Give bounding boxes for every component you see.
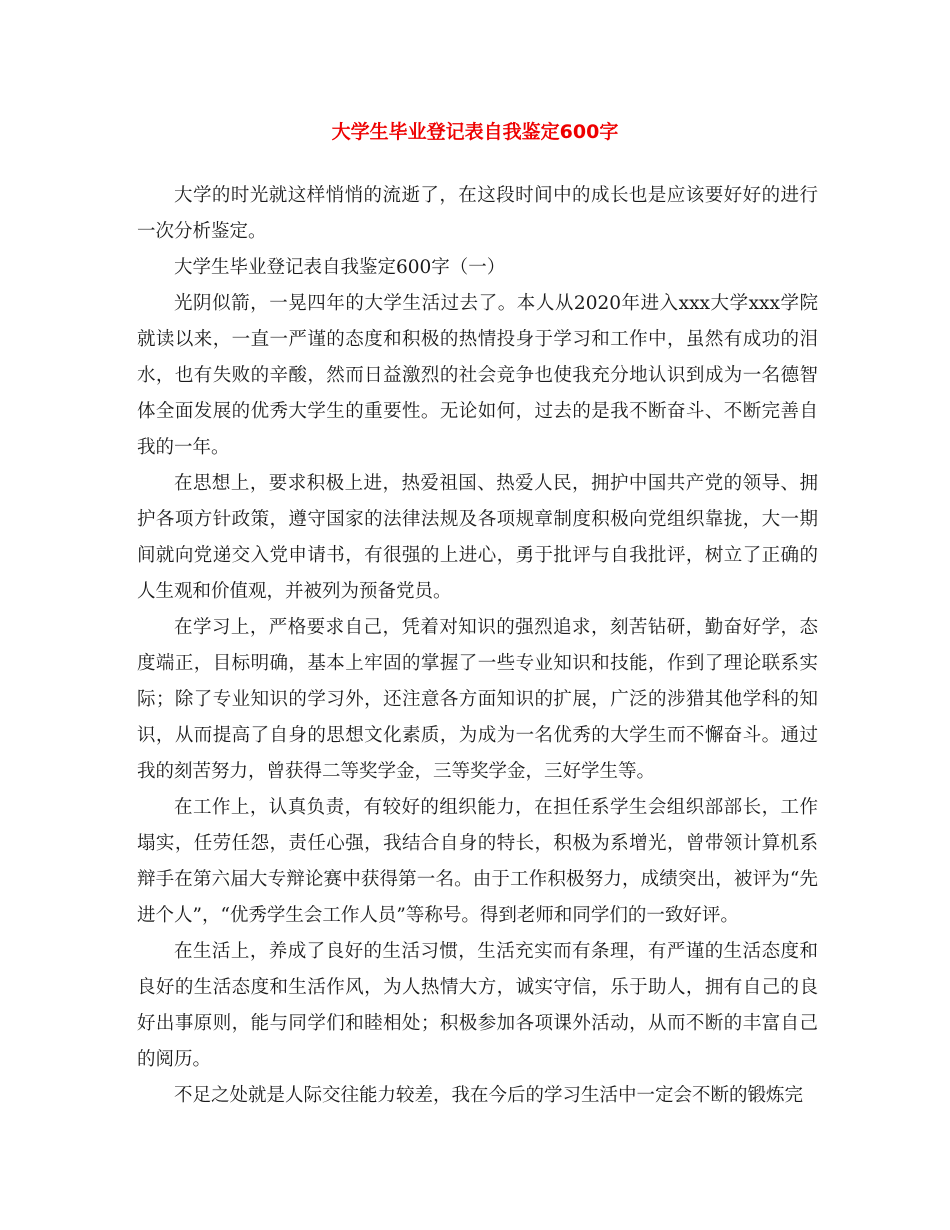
paragraph-intro: 大学的时光就这样悄悄的流逝了，在这段时间中的成长也是应该要好好的进行一次分析鉴定。 [137, 185, 818, 242]
paragraph-life: 在生活上，养成了良好的生活习惯，生活充实而有条理，有严谨的生活态度和良好的生活态度和生活作风，为人热情大方，诚实守信，乐于助人，拥有自己的良好出事原则，能与同学们和睦相处；积极参加各项课外活动，从而不断的丰富自己的阅历。 [137, 941, 818, 1070]
paragraph-shortcomings: 不足之处就是人际交往能力较差，我在今后的学习生活中一定会不断的锻炼完 [174, 1085, 804, 1106]
document-body [137, 178, 818, 1114]
paragraph-work: 在工作上，认真负责，有较好的组织能力，在担任系学生会组织部部长，工作塌实，任劳任怨，责任心强，我结合自身的特长，积极为系增光，曾带领计算机系辩手在第六届大专辩论赛中获得第一名。由于工作积极努力，成绩突出，被评为“先进个人”，“优秀学生会工作人员”等称号。得到老师和同学们的一致好评。 [137, 797, 818, 926]
document-title: 大学生毕业登记表自我鉴定600字 [331, 121, 619, 143]
paragraph-ideology: 在思想上，要求积极上进，热爱祖国、热爱人民，拥护中国共产党的领导、拥护各项方针政策，遵守国家的法律法规及各项规章制度积极向党组织靠拢，大一期间就向党递交入党申请书，有很强的上进心，勇于批评与自我批评，树立了正确的人生观和价值观，并被列为预备党员。 [137, 473, 818, 602]
paragraph-study: 在学习上，严格要求自己，凭着对知识的强烈追求，刻苦钻研，勤奋好学，态度端正，目标明确，基本上牢固的掌握了一些专业知识和技能，作到了理论联系实际；除了专业知识的学习外，还注意各方面知识的扩展，广泛的涉猎其他学科的知识，从而提高了自身的思想文化素质，为成为一名优秀的大学生而不懈奋斗。通过我的刻苦努力，曾获得二等奖学金，三等奖学金，三好学生等。 [137, 617, 818, 782]
paragraph-overview: 光阴似箭，一晃四年的大学生活过去了。本人从2020年进入xxx大学xxx学院就读以来，一直一严谨的态度和积极的热情投身于学习和工作中，虽然有成功的泪水，也有失败的辛酸，然而日益激烈的社会竞争也使我充分地认识到成为一名德智体全面发展的优秀大学生的重要性。无论如何，过去的是我不断奋斗、不断完善自我的一年。 [137, 293, 818, 458]
section-heading: 大学生毕业登记表自我鉴定600字（一） [174, 257, 506, 278]
